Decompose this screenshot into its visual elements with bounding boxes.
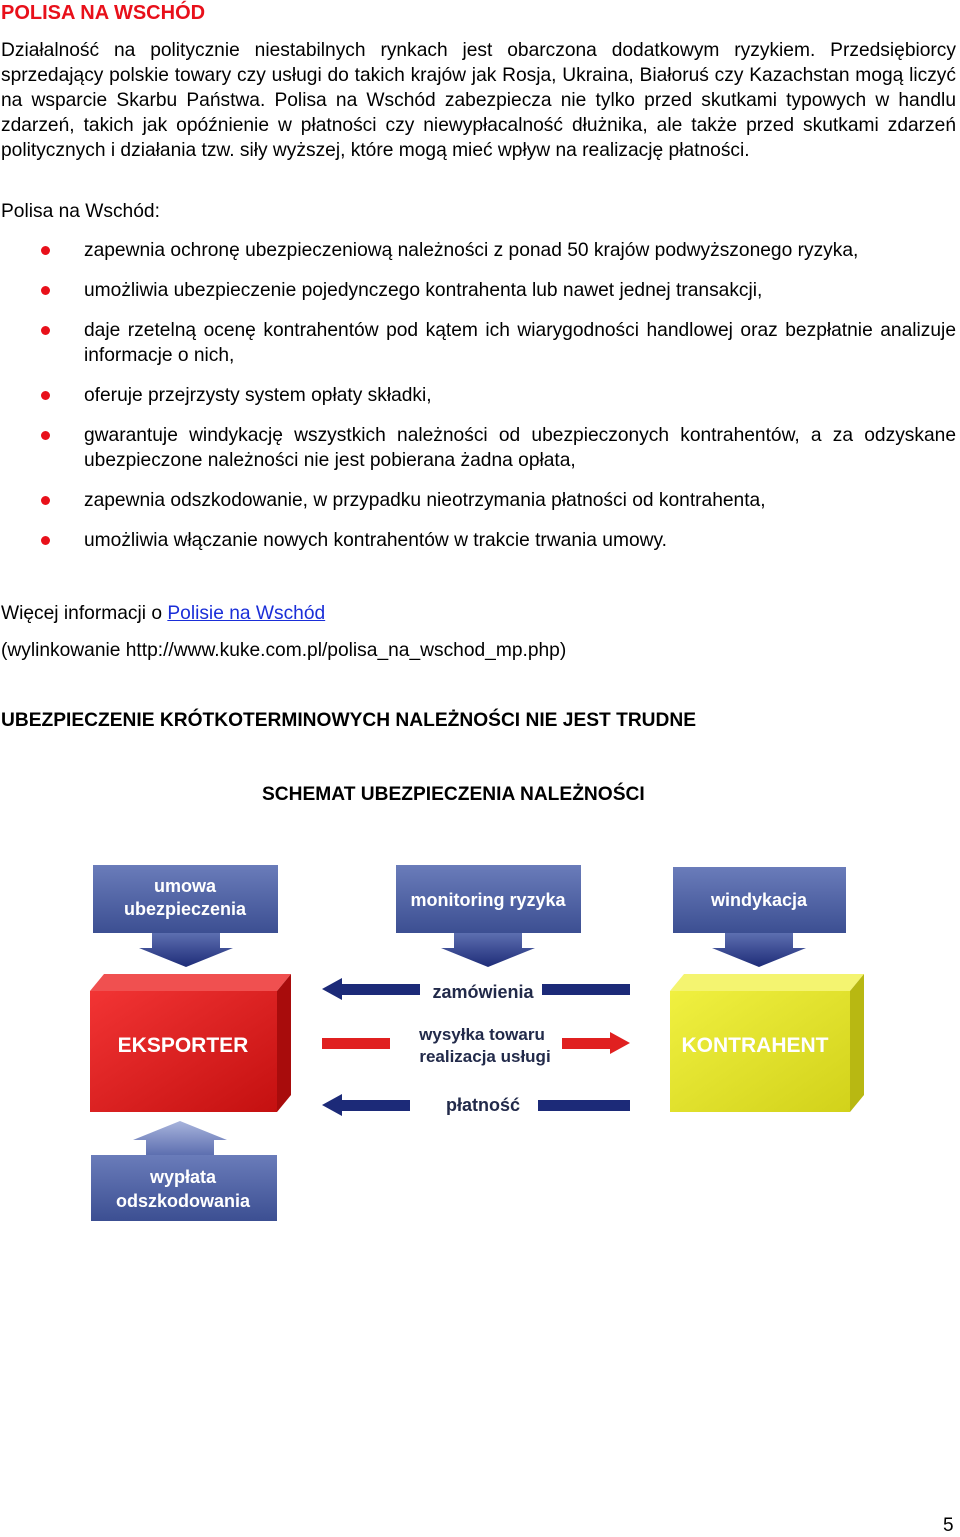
umowa-box [93,865,278,933]
down-arrow-icon [139,933,233,967]
wysylka-label-1: wysyłka towaru [419,1025,545,1044]
down-arrow-icon [712,933,806,967]
kontrahent-block [670,974,864,1112]
windykacja-box [673,867,846,933]
wyplata-label-1: wypłata [149,1167,217,1187]
list-item-text: umożliwia włączanie nowych kontrahentów w trakcie trwania umowy. [84,530,667,551]
bullet-icon [41,536,50,545]
bullet-icon [41,431,50,440]
monitoring-box [396,865,581,933]
kontrahent-label: KONTRAHENT [681,1034,829,1057]
umowa-label-1: umowa [153,876,217,896]
link-note: (wylinkowanie http://www.kuke.com.pl/polisa_na_wschod_mp.php) [1,640,567,661]
exporter-block [90,974,291,1112]
bullet-icon [41,246,50,255]
list-item-text: umożliwia ubezpieczenie pojedynczego kontrahenta lub nawet jednej transakcji, [84,280,763,301]
polisa-link[interactable]: Polisie na Wschód [167,603,326,624]
platnosc-flow [322,1094,630,1116]
zamowienia-label: zamówienia [432,982,534,1002]
windykacja-label: windykacja [710,890,808,910]
bullet-icon [41,286,50,295]
list-item-text: oferuje przejrzysty system opłaty składki, [84,385,432,406]
list-item-text: gwarantuje windykację wszystkich należności od ubezpieczonych kontrahentów, a za odzyskane ubezpieczone należności nie jest pobierana żadna opłata, [84,425,956,471]
down-arrow-icon [441,933,535,967]
monitoring-label: monitoring ryzyka [410,890,566,910]
insurance-scheme-diagram [80,855,880,1235]
list-item-text: zapewnia odszkodowanie, w przypadku nieotrzymania płatności od kontrahenta, [84,490,766,511]
bullet-icon [41,391,50,400]
more-info-line [1,601,325,626]
list-item-text: zapewnia ochronę ubezpieczeniową należności z ponad 50 krajów podwyższonego ryzyka, [84,240,859,261]
zamowienia-flow [322,978,630,1002]
platnosc-label: płatność [445,1095,521,1115]
list-item-text: daje rzetelną ocenę kontrahentów pod kątem ich wiarygodności handlowej oraz bezpłatnie analizuje informacje o nich, [84,320,956,366]
wyplata-box [91,1155,277,1221]
page-number: 5 [943,1515,954,1536]
bullet-icon [41,326,50,335]
umowa-label-2: ubezpieczenia [123,899,247,919]
wyplata-label-2: odszkodowania [115,1191,251,1211]
list-lead: Polisa na Wschód: [1,201,160,222]
up-arrow-icon [133,1121,227,1155]
section-title: POLISA NA WSCHÓD [1,2,206,24]
more-info-prefix: Więcej informacji o [1,603,168,624]
diagram-heading: SCHEMAT UBEZPIECZENIA NALEŻNOŚCI [262,784,645,805]
wysylka-flow [322,1025,630,1066]
exporter-label: EKSPORTER [117,1034,249,1057]
bullet-icon [41,496,50,505]
wysylka-label-2: realizacja usługi [419,1047,551,1066]
intro-paragraph: Działalność na politycznie niestabilnych rynkach jest obarczona dodatkowym ryzykiem. Przedsiębiorcy sprzedający polskie towary czy usługi do takich krajów jak Rosja, Ukraina, Białoruś czy Kazachstan mogą liczyć na wsparcie Skarbu Państwa. Polisa na Wschód zabezpiecza nie tylko przed skutkami typowych w handlu zdarzeń, takich jak opóźnienie w płatności czy niewypłacalność dłużnika, ale także przed skutkami zdarzeń politycznych i działania tzw. siły wyższej, które mogą mieć wpływ na realizację płatności. [1,40,956,161]
main-heading: UBEZPIECZENIE KRÓTKOTERMINOWYCH NALEŻNOŚCI NIE JEST TRUDNE [1,710,697,731]
